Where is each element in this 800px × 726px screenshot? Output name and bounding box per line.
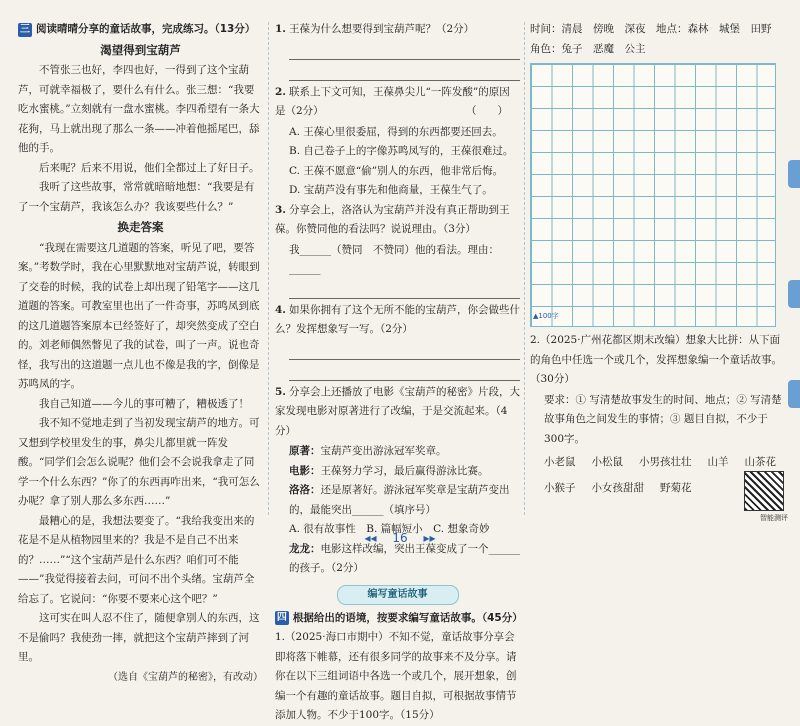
section-four-heading [275,609,523,629]
side-tab[interactable] [788,380,800,408]
fill-in-blank[interactable]: 我______（赞同 不赞同）他的看法。理由：______ [289,243,499,275]
speaker: 洛洛： [289,484,321,496]
choice-list[interactable]: A. 很有故事性 B. 篇幅短小 C. 想象奇妙 [289,523,490,535]
question-1 [275,20,520,40]
question-4 [275,301,520,340]
section-number: 四 [276,612,287,624]
writing-prompt-1-start: 1.（2025·海口市期中）不知不觉，童话故事分享会即将落下帷幕，还有很多同学的故事来不及分享。请你在以下三组词语中各选一个或几个，展开想象，创编一个有趣的童话故事。题目自拟，可根据故事情节添加人物。不少于100字。（15分） [275,631,517,721]
side-tab[interactable] [788,160,800,188]
answer-line[interactable] [289,362,520,381]
question-5 [275,383,520,442]
page-number: 16 [392,531,408,545]
question-text: 联系上下文可知，王葆鼻尖儿“一阵发酸”的原因是（2分） [275,85,510,117]
question-number: 2. [275,85,286,98]
requirements: 要求：① 写清楚故事发生的时间、地点；② 写清楚故事角色之间发生的事情；③ 题目自拟，不少于300字。 [544,393,782,445]
answer-line[interactable] [289,280,520,299]
question-text: 王葆为什么想要得到宝葫芦呢？（2分） [288,23,475,35]
answer-line[interactable] [289,62,520,81]
dialogue-line [289,540,520,579]
speech: 王葆努力学习，最后赢得游泳比赛。 [320,464,489,477]
option-b[interactable]: B. 自己卷子上的字像苏鸣凤写的，王葆很难过。 [289,145,514,157]
speech[interactable]: 还是原著好。游泳冠军奖章是宝葫芦变出的，最能突出______（填序号） [289,484,510,516]
question-text: 如果你拥有了这个无所不能的宝葫芦，你会做些什么？发挥想象写一写。（2分） [275,303,520,335]
section-title: 阅读晴晴分享的童话故事，完成练习。（13分） [36,23,256,35]
reading-column [18,20,263,687]
writing-grid[interactable] [530,63,776,327]
page-number-bar [0,531,800,545]
option-c[interactable]: C. 王葆不愿意“偷”别人的东西，他非常后悔。 [289,164,504,177]
answer-line[interactable] [289,341,520,360]
answer-paren[interactable]: （ ） [466,105,508,117]
paragraph: “我现在需要这几道题的答案，听见了吧，要答案。”考数学时，我在心里默默地对宝葫芦说，转眼到了交卷的时候，我的试卷上却出现了铅笔字——这几道题的答案。可教室里也出了一件奇事，苏鸣凤到底的这几道题答案原本已经签好了，却突然变成了空白的。刘老师偶然瞥见了我的试卷，叫了一声。说也奇怪，我写出的这道题一点儿也不像是我的字，倒像是苏鸣凤的字。 [18,241,260,390]
column-divider [268,22,269,515]
source-note: （选自《宝葫芦的秘密》，有改动） [108,671,263,683]
column-divider [524,22,525,515]
speaker: 电影： [289,464,321,477]
writing-column [530,20,782,498]
speaker: 龙龙： [289,542,321,555]
side-tab[interactable] [788,280,800,308]
question-text: 分享会上，洛洛认为宝葫芦并没有真正帮助到王葆。你赞同他的看法吗？说说理由。（3分） [275,203,510,235]
paragraph: 后来呢？后来不用说，他们全都过上了好日子。 [39,161,260,174]
paragraph: 最糟心的是，我想法要变了。“我给我变出来的花是不是从植物园里来的？我是不是自己不出来的？……”“这个宝葫芦是什么东西？咱们可不能——”我觉得接着去问，可问不出个头绪。宝葫芦全给忘了。它说问：“你要不要来心这个吧？” [18,514,255,605]
question-number: 4. [275,303,286,316]
character-option[interactable]: 小老鼠 [544,456,576,468]
dialogue-line [289,481,520,520]
speaker: 原著： [289,445,321,457]
speech: 宝葫芦变出游泳冠军奖章。 [320,445,447,457]
story-title-2: 换走答案 [117,220,164,234]
question-number: 5. [275,385,286,398]
section-number: 三 [20,23,30,35]
speech[interactable]: 电影这样改编，突出王葆变成了一个______的孩子。（2分） [289,542,520,574]
question-number: 1. [275,23,286,35]
prev-page-icon[interactable]: ◂◂ [364,531,377,545]
character-option[interactable]: 小猴子 [544,481,576,494]
question-number: 3. [275,203,286,216]
dialogue-line [289,462,520,482]
qr-label: 智能测评 [760,514,788,522]
question-text: 分享会上还播放了电影《宝葫芦的秘密》片段，大家发现电影对原著进行了改编，于是交流起来。（4分） [275,385,520,437]
word-group-time-place [530,20,782,40]
story-title-1: 渴望得到宝葫芦 [100,42,181,57]
dialogue-line [289,442,520,462]
section-title: 根据给出的语境，按要求编写童话故事。（45分） [292,611,523,624]
character-option[interactable]: 小男孩壮壮 [639,456,692,468]
option-a[interactable]: A. 王葆心里很委屈，得到的东西都要还回去。 [289,125,503,138]
question-3 [275,201,520,240]
character-option[interactable]: 山茶花 [744,456,776,468]
qr-code-icon[interactable] [744,471,784,511]
place-words: 地点：森林 城堡 田野 [656,23,772,35]
paragraph: 我听了这些故事，常常就暗暗地想：“我要是有了一个宝葫芦，我该怎么办？我该要些什么？” [18,181,255,213]
paragraph: 不管张三也好，李四也好，一得到了这个宝葫芦，可就幸福极了，要什么有什么。张三想：“我要吃水蜜桃。”立刻就有一盘水蜜桃。李四希望有一条大花狗，马上就出现了那么一条——冲着他摇尾巴，舔他的手。 [18,64,260,154]
role-words: 角色：兔子 恶魔 公主 [530,42,646,55]
answer-line[interactable] [289,41,520,60]
writing-prompt-2: 2.（2025·广州花都区期末改编）想象大比拼：从下面的角色中任选一个或几个，发挥想象编一个童话故事。（30分） [530,334,782,385]
time-words: 时间：清晨 傍晚 深夜 [530,23,646,35]
paragraph: 我不知不觉地走到了当初发现宝葫芦的地方。可又想到学校里发生的事，鼻尖儿都里就一阵发酸。“同学们会怎么说呢？他们会不会说我拿走了同学一个什么东西？”你了的东西再咋出来，“我可怎么办呢？拿了别人那么多东西……” [18,417,260,507]
character-option[interactable]: 小松鼠 [591,456,623,468]
writing-banner: 编写童话故事 [337,585,459,605]
next-page-icon[interactable]: ▸▸ [423,531,436,545]
questions-column [275,20,523,721]
option-d[interactable]: D. 宝葫芦没有事先和他商量，王葆生气了。 [289,184,493,196]
paragraph: 我自己知道——今儿的事可糟了，糟极透了！ [39,397,249,410]
character-option[interactable]: 小女孩甜甜 [591,481,644,494]
question-2 [275,83,520,122]
character-option[interactable]: 山羊 [707,456,729,468]
character-option[interactable]: 野菊花 [660,481,692,494]
paragraph: 这可实在叫人忍不住了，随便拿别人的东西，这不是偷吗？我使劲一摔，就把这个宝葫芦摔到了河里。 [18,612,260,663]
word-count-mark: ▲100字 [533,311,559,320]
section-three-heading [18,20,263,40]
